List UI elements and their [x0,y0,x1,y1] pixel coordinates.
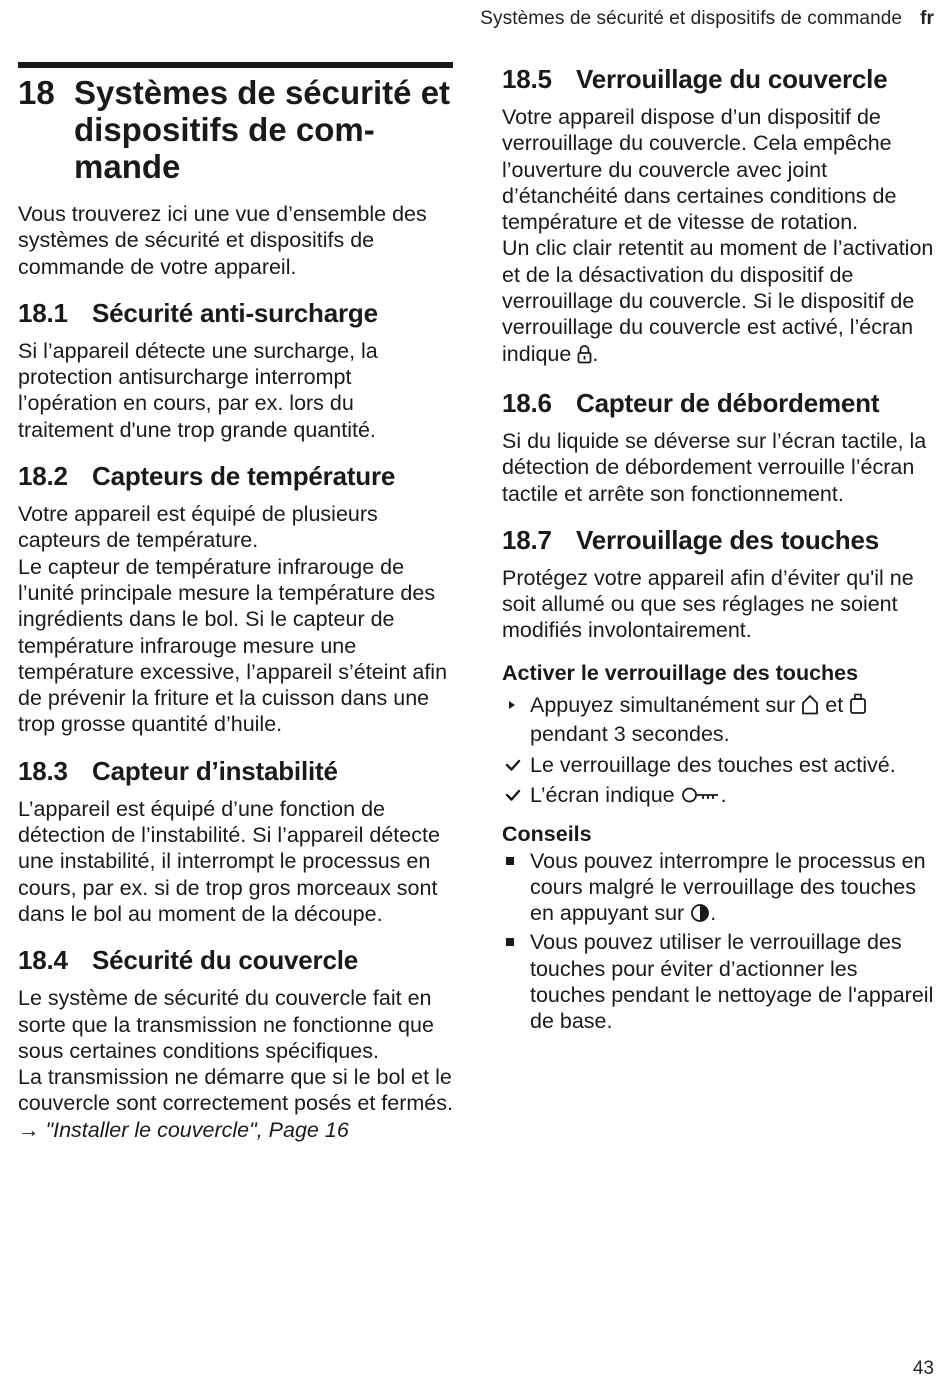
section-number: 18.4 [18,945,68,976]
result-text-1: Le verrouillage des touches est activé. [530,752,896,777]
section-number: 18.6 [502,387,552,418]
chapter-number: 18 [18,74,55,111]
checkmark-icon [504,752,524,778]
step-text-a: Appuyez simultanément sur [530,693,796,718]
section-title: Capteur d’instabilité [92,755,338,786]
section-text-18-5-p2-end: . [592,341,599,366]
section-number: 18.2 [18,461,68,492]
section-title: Capteur de débordement [576,387,880,418]
checkmark-icon [504,782,524,808]
tip-item [502,929,938,1034]
section-text-18-5-p1: Votre appareil dispose d’un dispositif de verrouillage du couvercle. Cela empêche l’ouverture du couvercle avec joint d’étanchéité dans certaines conditions de température et de vitesse de rotation. [502,105,897,235]
triangle-arrow-icon [504,692,524,718]
key-icon [681,785,721,811]
running-header-title: Systèmes de sécurité et dispositifs de commande [480,8,903,29]
section-title: Sécurité anti-surcharge [92,297,378,328]
section-text-18-4-p2: La transmission ne démarre que si le bol et le couvercle sont correctement posés et fermés. [18,1065,453,1116]
section-title: Verrouillage du couvercle [576,64,888,94]
section-text-18-7-intro: Protégez votre appareil afin d’éviter qu'il ne soit allumé ou que ses réglages ne soient modifiés involontairement. [502,565,914,643]
page-number: 43 [912,1358,934,1379]
section-title: Sécurité du couvercle [92,945,359,976]
step-text-b: et [825,693,844,718]
section-number: 18.1 [18,297,68,328]
result-item [502,782,938,811]
tip-text-1b: . [710,901,717,926]
tips-list [502,848,938,1035]
section-text-18-1: Si l’appareil détecte une surcharge, la protection antisurcharge interrompt l’opération en cours, par ex. lors du traitement d'une trop grande quantité. [18,338,378,442]
section-heading-18-4 [18,943,453,977]
start-stop-icon [690,903,710,929]
chapter-intro: Vous trouverez ici une vue d’ensemble des systèmes de sécurité et dispositifs de commande de votre appareil. [18,202,427,279]
chapter-title-text: Systèmes de sécurité et dispositifs de commande [74,74,451,185]
section-text-18-2-p1: Votre appareil est équipé de plusieurs capteurs de température. [18,502,378,553]
section-heading-18-3 [18,754,453,788]
result-text-2a: L’écran indique [530,782,675,807]
language-code: fr [920,8,934,29]
chapter-title [18,74,453,185]
section-text-18-5-p2-body: Un clic clair retentit au moment de l’activation et de la désactivation du dispositif de verrouillage du couvercle. Si le dispositif de verrouillage du couvercle est activé, l’écran indique [502,236,934,366]
section-heading-18-5 [502,62,938,96]
instruction-step [502,692,938,748]
cross-reference [18,1117,453,1143]
section-text-18-5-p2 [502,235,938,369]
section-heading-18-1 [18,296,453,330]
home-key-icon [801,694,819,721]
section-heading-18-7 [502,523,938,557]
section-number: 18.3 [18,755,68,786]
cross-reference-link[interactable]: "Installer le couvercle", Page 16 [45,1117,349,1142]
section-title: Capteurs de température [92,461,396,492]
tip-text-2: Vous pouvez utiliser le verrouillage des touches pour éviter d’actionner les touches pendant le nettoyage de l'appareil de base. [530,930,934,1034]
square-bullet-icon [504,848,524,874]
section-number: 18.7 [502,524,552,555]
chapter-rule [18,62,453,68]
step-text-c: pendant 3 secondes. [530,722,730,747]
padlock-icon [577,344,592,370]
tip-item [502,848,938,930]
square-bullet-icon [504,929,524,955]
section-text-18-3: L’appareil est équipé d’une fonction de détection de l’instabilité. Si l’appareil détecte une instabilité, il interrompt le processus en cours, par ex. si de trop gros morceaux sont dans le bol au moment de la découpe. [18,796,440,926]
tip-text-1a: Vous pouvez interrompre le processus en cours malgré le verrouillage des touches en appuyant sur [530,848,926,926]
section-number: 18.5 [502,64,552,94]
result-text-2b: . [720,782,727,807]
scale-key-icon [849,693,867,721]
left-column [18,62,453,1143]
section-heading-18-2 [18,459,453,493]
section-heading-18-6 [502,386,938,420]
result-item [502,752,938,778]
section-text-18-2-p2: Le capteur de température infrarouge de l’unité principale mesure la température des ingrédients dans le bol. Si le capteur de température infrarouge mesure une température excessive, l’appareil s’éteint afin de prévenir la friture et la cuisson dans une trop grosse quantité d’huile. [18,554,448,737]
arrow-icon: → [18,1117,40,1142]
tips-heading: Conseils [502,822,592,847]
instruction-list [502,692,938,811]
running-header [480,8,934,30]
section-text-18-6: Si du liquide se déverse sur l’écran tactile, la détection de débordement verrouille l’écran tactile et arrête son fonctionnement. [502,428,927,506]
section-text-18-4-p1: Le système de sécurité du couvercle fait en sorte que la transmission ne fonctionne que sous certaines conditions spécifiques. [18,986,434,1063]
subheading-activate-key-lock: Activer le verrouillage des touches [502,660,859,685]
right-column [502,62,938,1035]
section-title: Verrouillage des touches [576,524,879,555]
